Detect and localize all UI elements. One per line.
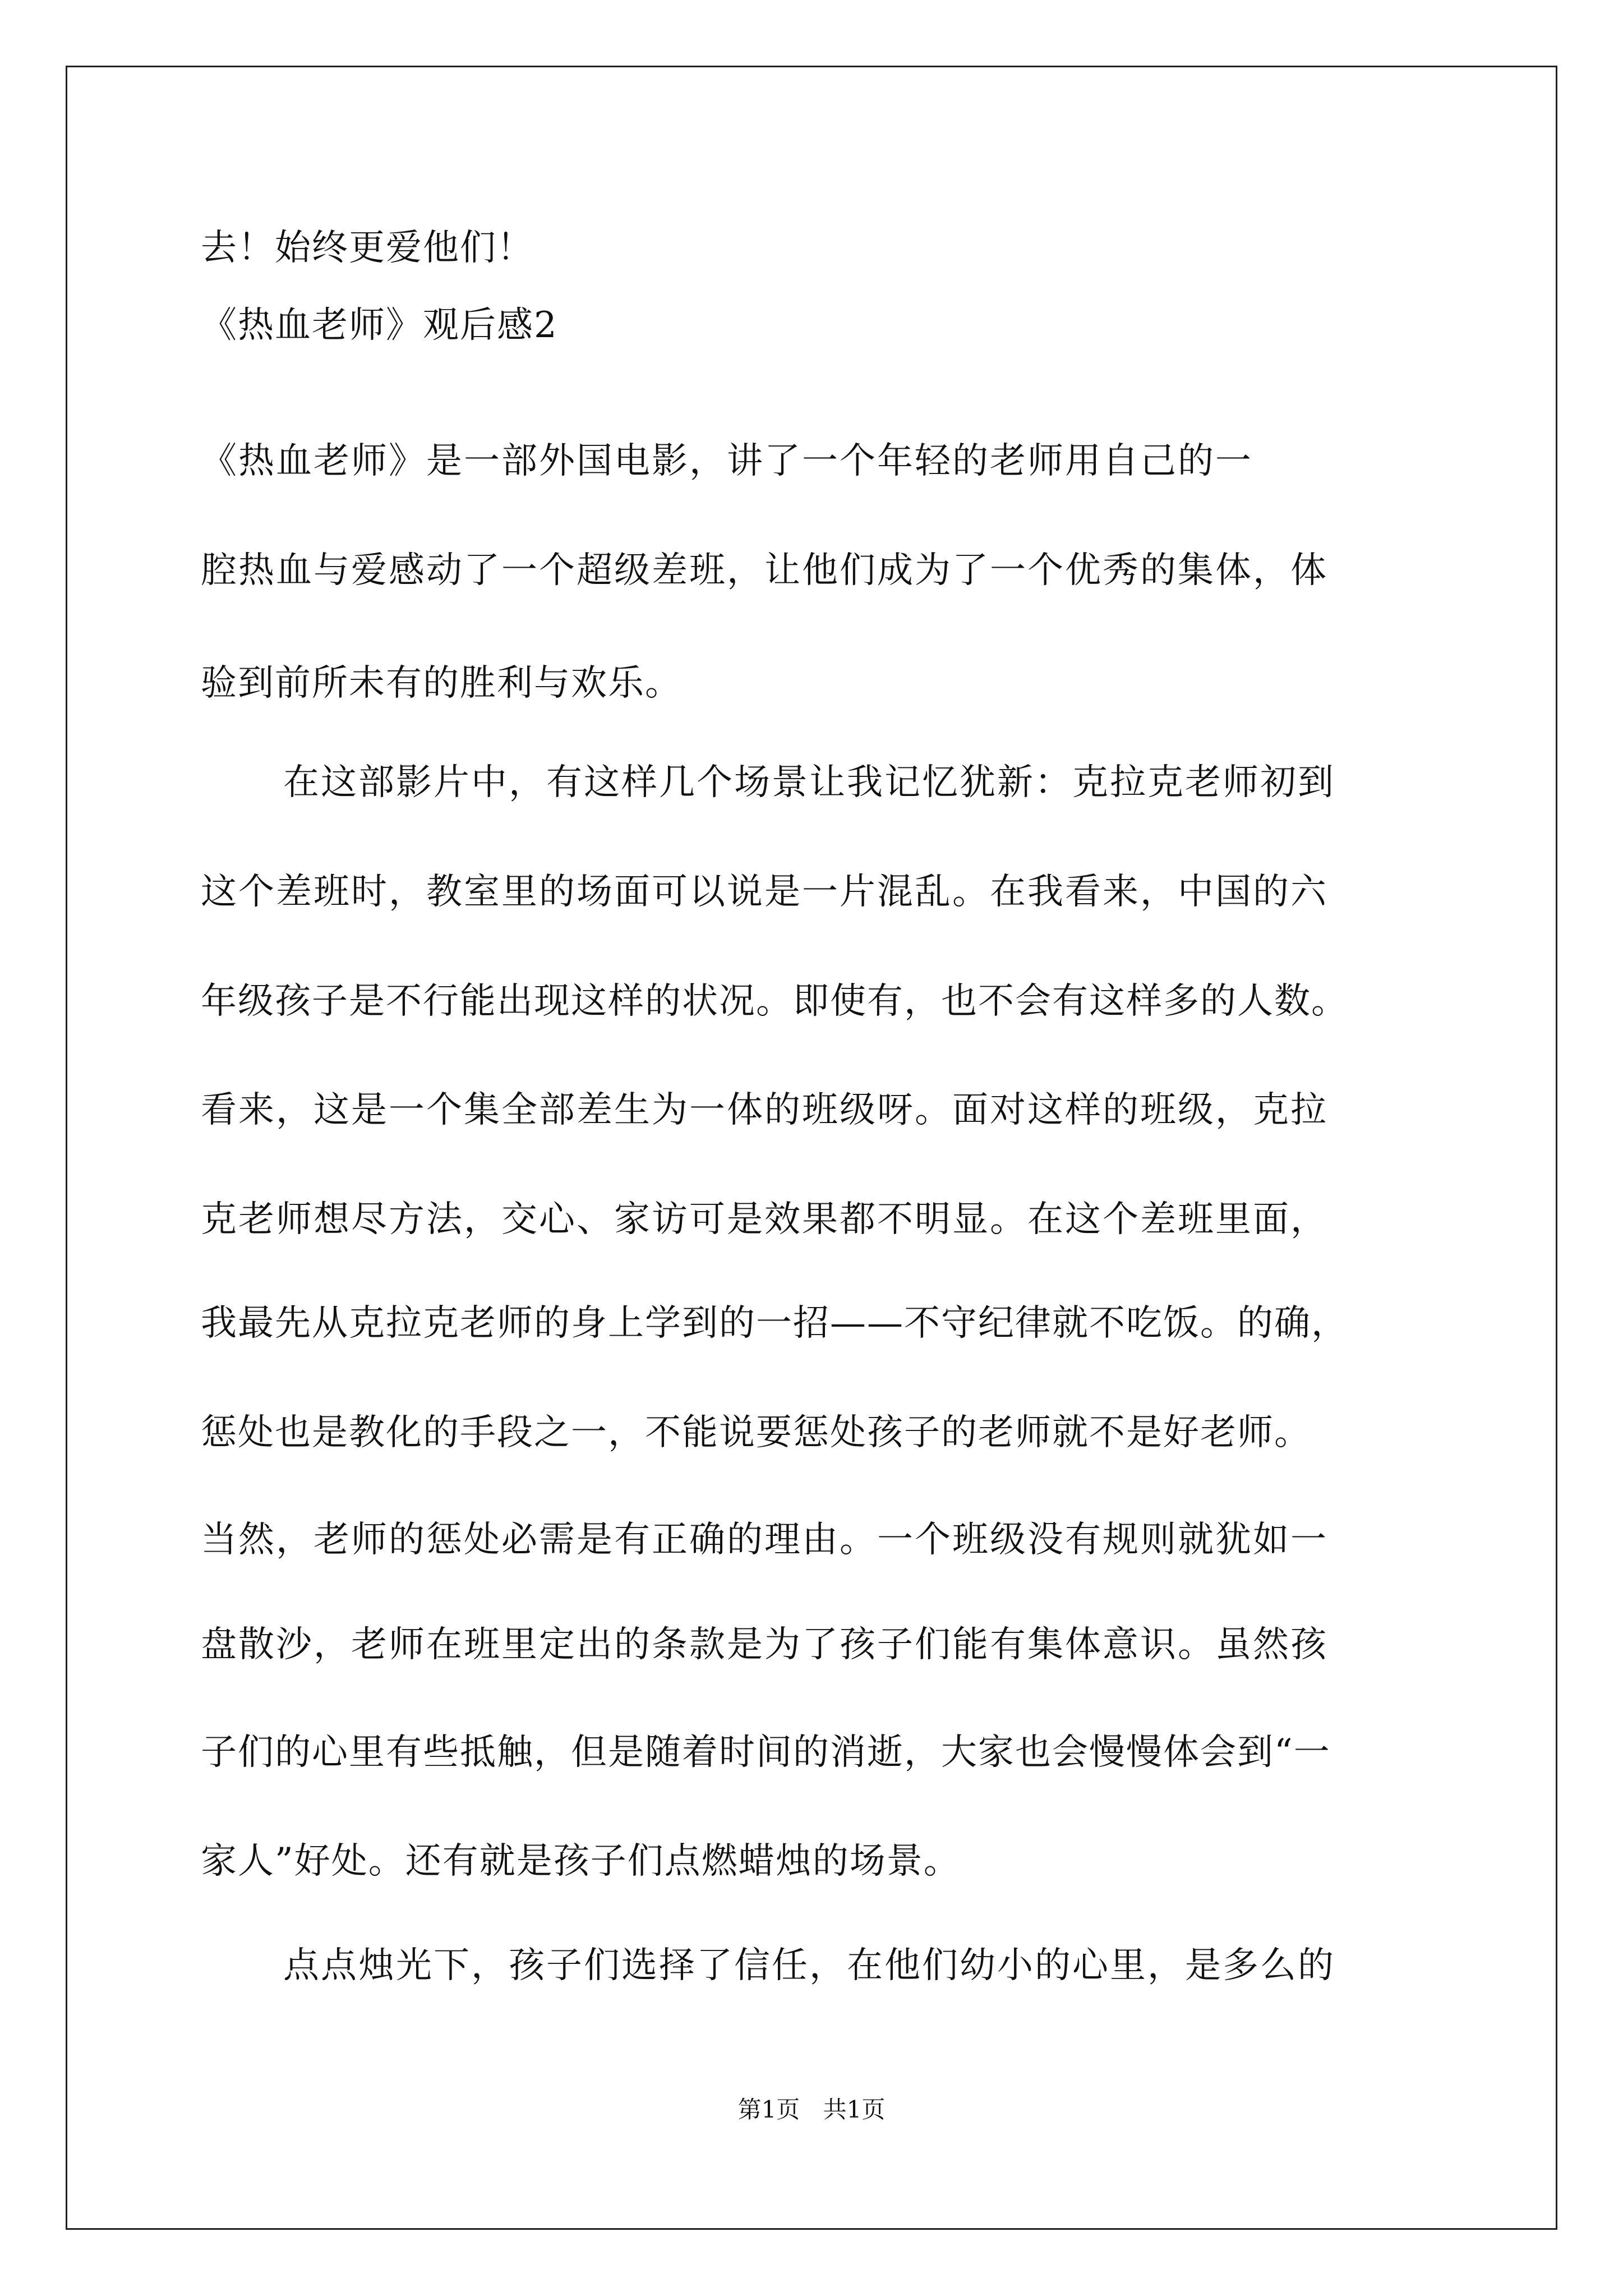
text-line: 验到前所未有的胜利与欢乐。 xyxy=(201,662,682,704)
text-line: 这个差班时，教室里的场面可以说是一片混乱。在我看来，中国的六 xyxy=(201,871,1328,913)
text-line: 点点烛光下，孩子们选择了信任，在他们幼小的心里，是多么的 xyxy=(283,1945,1335,1986)
section-heading: 《热血老师》观后感2 xyxy=(201,305,558,346)
text-line: 克老师想尽方法，交心、家访可是效果都不明显。在这个差班里面， xyxy=(201,1199,1328,1240)
text-line: 当然，老师的惩处必需是有正确的理由。一个班级没有规则就犹如一 xyxy=(201,1519,1328,1561)
text-line: 去！始终更爱他们！ xyxy=(201,227,534,269)
text-line: 《热血老师》是一部外国电影，讲了一个年轻的老师用自己的一 xyxy=(201,440,1253,482)
page-total: 共1页 xyxy=(823,2096,886,2123)
page-border xyxy=(66,66,1557,2230)
page-number: 第1页 xyxy=(737,2096,800,2123)
text-line: 惩处也是教化的手段之一，不能说要惩处孩子的老师就不是好老师。 xyxy=(201,1412,1311,1453)
page-footer xyxy=(0,2098,1623,2122)
text-line: 腔热血与爱感动了一个超级差班，让他们成为了一个优秀的集体，体 xyxy=(201,550,1328,591)
text-line: 年级孩子是不行能出现这样的状况。即使有，也不会有这样多的人数。 xyxy=(201,981,1348,1022)
text-line: 家人”好处。还有就是孩子们点燃蜡烛的场景。 xyxy=(201,1841,961,1882)
text-line: 看来，这是一个集全部差生为一体的班级呀。面对这样的班级，克拉 xyxy=(201,1089,1328,1131)
text-line: 盘散沙，老师在班里定出的条款是为了孩子们能有集体意识。虽然孩 xyxy=(201,1624,1328,1665)
text-line: 在这部影片中，有这样几个场景让我记忆犹新：克拉克老师初到 xyxy=(283,762,1335,803)
text-line: 我最先从克拉克老师的身上学到的一招——不守纪律就不吃饭。的确， xyxy=(201,1303,1348,1344)
text-line: 子们的心里有些抵触，但是随着时间的消逝，大家也会慢慢体会到“一 xyxy=(201,1732,1331,1773)
